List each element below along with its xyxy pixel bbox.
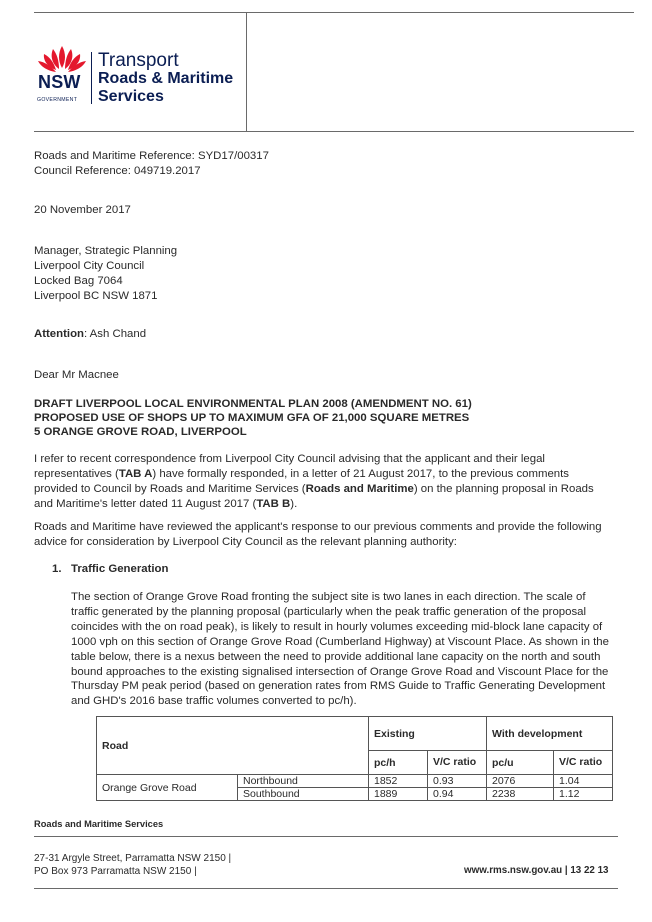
government-label: GOVERNMENT — [37, 97, 78, 103]
vc-header: V/C ratio — [428, 751, 487, 775]
rm-abbrev: Roads and Maritime — [305, 482, 414, 495]
footer-bottom-rule — [34, 888, 618, 889]
existing-vc: 0.94 — [428, 788, 487, 801]
footer-org: Roads and Maritime Services — [34, 819, 164, 829]
address-line: Liverpool City Council — [34, 260, 145, 272]
brand-line-1: Transport — [98, 50, 179, 71]
direction: Northbound — [238, 775, 369, 788]
pch-header: pc/h — [369, 751, 428, 775]
header-bottom-rule — [34, 131, 634, 132]
road-header: Road — [97, 717, 369, 775]
salutation: Dear Mr Macnee — [34, 369, 119, 381]
nsw-transport-logo — [34, 46, 234, 110]
brand-line-2: Roads & Maritime — [98, 70, 234, 87]
logo-divider — [91, 52, 92, 104]
section-number: 1. — [52, 563, 62, 575]
subject-line: PROPOSED USE OF SHOPS UP TO MAXIMUM GFA OF 21,000 SQUARE METRES — [34, 412, 470, 424]
existing-header: Existing — [369, 717, 487, 751]
vc-header: V/C ratio — [554, 751, 613, 775]
section-body: The section of Orange Grove Road fronting the subject site is two lanes in each direction. The scale of traffic generated by the planning proposal (particularly when the peak traffic generation of the proposal coincides with the on road peak), is likely to result in hourly volumes exceeding mid-block lane capacity of 1000 vph on this section of Orange Grove Road (Cumberland Highway) at Viscount Place. As shown in the table below, there is a nexus between the need to provide additional lane capacity on the north and south bound approaches to the existing signalised intersection of Orange Grove Road and Viscount Place for the Thursday PM peak period (based on generation rates from RMS Guide to Traffic Generating Development and GHD's 2016 base traffic volumes converted to pc/h). — [71, 591, 609, 708]
text-run: ) have formally responded, in a letter of 21 August 2017, to the previous comments provided to Council by Roads and Maritime Services ( — [34, 467, 570, 495]
text-run: ) on the planning proposal in Roads and Maritime's letter dated 11 August 2017 ( — [34, 482, 594, 510]
dev-vc: 1.12 — [554, 788, 613, 801]
letter-date: 20 November 2017 — [34, 204, 131, 216]
top-rule — [34, 12, 634, 13]
tab-a-ref: TAB A — [118, 467, 153, 480]
footer-rule — [34, 836, 618, 837]
text-run: ). — [290, 497, 298, 510]
footer-address-1: 27-31 Argyle Street, Parramatta NSW 2150 | — [34, 853, 232, 864]
attention-label: Attention — [34, 328, 84, 340]
existing-pch: 1889 — [369, 788, 428, 801]
dev-pcu: 2238 — [487, 788, 554, 801]
footer-web-phone: www.rms.nsw.gov.au | 13 22 13 — [464, 865, 609, 876]
paragraph-intro — [34, 452, 614, 512]
attention-value: : Ash Chand — [83, 328, 147, 340]
text-run: I refer to recent correspondence from Liverpool City Council advising that the applicant and their legal representatives ( — [34, 453, 545, 480]
address-line: Locked Bag 7064 — [34, 275, 123, 287]
attention-line — [34, 327, 146, 342]
brand-line-3: Services — [98, 88, 164, 105]
address-line: Liverpool BC NSW 1871 — [34, 290, 158, 302]
tab-b-ref: TAB B — [256, 497, 291, 510]
pcu-header: pc/u — [487, 751, 554, 775]
rms-reference: Roads and Maritime Reference: SYD17/00317 — [34, 150, 269, 162]
existing-pch: 1852 — [369, 775, 428, 788]
paragraph-review: Roads and Maritime have reviewed the applicant's response to our previous comments and provide the following advice for consideration by Liverpool City Council as the relevant planning authority: — [34, 521, 602, 548]
address-line: Manager, Strategic Planning — [34, 245, 178, 257]
footer-address-2: PO Box 973 Parramatta NSW 2150 | — [34, 866, 197, 877]
with-development-header: With development — [487, 717, 613, 751]
table-row — [97, 775, 613, 788]
dev-vc: 1.04 — [554, 775, 613, 788]
header-divider — [246, 12, 247, 131]
existing-vc: 0.93 — [428, 775, 487, 788]
subject-line: DRAFT LIVERPOOL LOCAL ENVIRONMENTAL PLAN 2008 (AMENDMENT NO. 61) — [34, 398, 472, 410]
traffic-table — [96, 716, 613, 801]
direction: Southbound — [238, 788, 369, 801]
section-title: Traffic Generation — [71, 563, 169, 575]
council-reference: Council Reference: 049719.2017 — [34, 165, 201, 177]
subject-heading — [34, 397, 472, 439]
road-name: Orange Grove Road — [97, 775, 238, 801]
subject-line: 5 ORANGE GROVE ROAD, LIVERPOOL — [34, 426, 247, 438]
dev-pcu: 2076 — [487, 775, 554, 788]
nsw-wordmark: NSW — [38, 72, 81, 92]
